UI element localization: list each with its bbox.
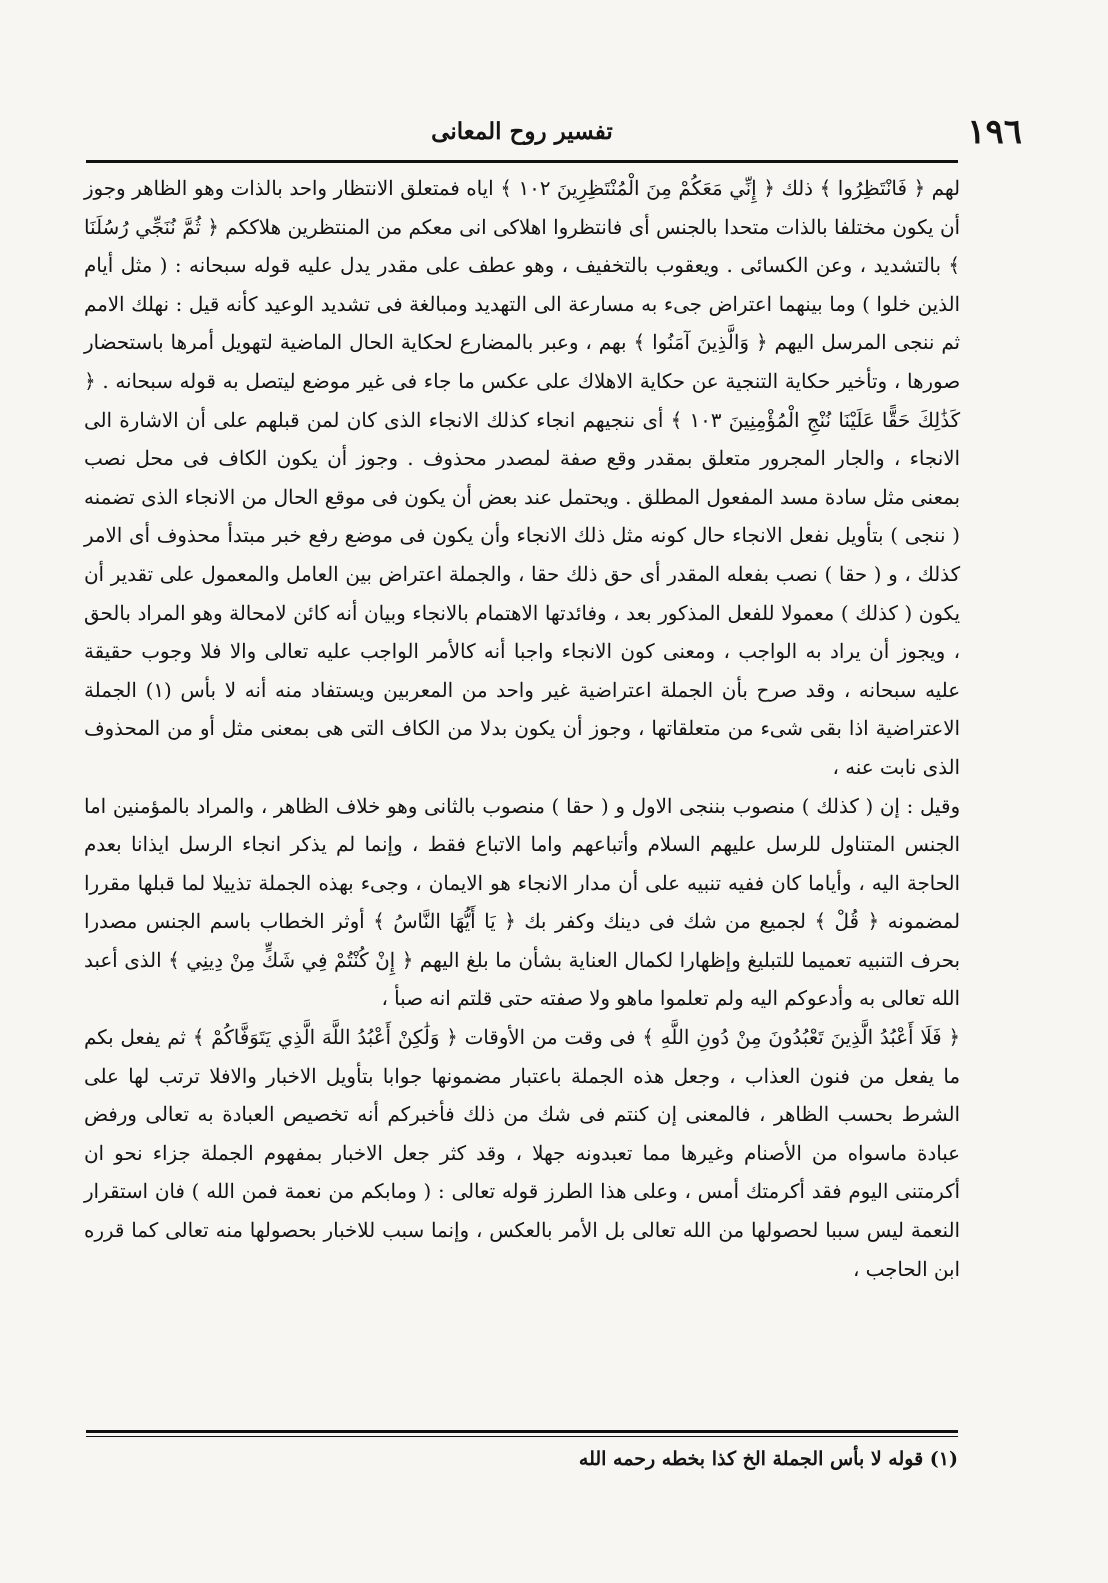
paragraph-2: وقيل : إن ( كذلك ) منصوب بننجى الاول و ( حقا ) منصوب بالثانى وهو خلاف الظاهر ، والمراد بالمؤمنين اما الجنس المتناول للرسل عليهم السلام وأتباعهم واما الاتباع فقط ، وإنما لم يذكر انجاء الرسل ايذانا بعدم الحاجة اليه ، وأياما كان ففيه تنبيه على أن مدار الانجاء هو الايمان ، وجىء بهذه الجملة تذييلا لما قبلها مقررا لمضمونه ﴿ قُلْ ﴾ لجميع من شك فى دينك وكفر بك ﴿ يَا أَيُّهَا النَّاسُ ﴾ أوثر الخطاب باسم الجنس مصدرا بحرف التنبيه تعميما للتبليغ وإظهارا لكمال العناية بشأن ما بلغ اليهم ﴿ إِنْ كُنْتُمْ فِي شَكٍّ مِنْ دِينِي ﴾ الذى أعبد الله تعالى به وأدعوكم اليه ولم تعلموا ماهو ولا صفته حتى قلتم انه صبأ ،: [84, 794, 960, 1011]
main-text: [84, 170, 960, 1289]
paragraph-3: ﴿ فَلَا أَعْبُدُ الَّذِينَ تَعْبُدُونَ مِنْ دُونِ اللَّهِ ﴾ فى وقت من الأوقات ﴿ وَلَٰكِنْ أَعْبُدُ اللَّهَ الَّذِي يَتَوَفَّاكُمْ ﴾ ثم يفعل بكم ما يفعل من فنون العذاب ، وجعل هذه الجملة باعتبار مضمونها جوابا بتأويل الاخبار والافلا ترتب لها على الشرط بحسب الظاهر ، فالمعنى إن كنتم فى شك من ذلك فأخبركم أنه تخصيص العبادة به تعالى ورفض عبادة ماسواه من الأصنام وغيرها مما تعبدونه جهلا ، وقد كثر جعل الاخبار بمفهوم الجملة جزاء نحو ان أكرمتنى اليوم فقد أكرمتك أمس ، وعلى هذا الطرز قوله تعالى : ( ومابكم من نعمة فمن الله ) فان استقرار النعمة ليس سببا لحصولها من الله تعالى بل الأمر بالعكس ، وإنما سبب للاخبار بحصولها منه تعالى كما قرره ابن الحاجب ،: [84, 1026, 960, 1281]
page-header: [86, 110, 1022, 158]
footnote-rule: [86, 1430, 958, 1433]
header-rule: [86, 160, 958, 163]
paragraph-1: لهم ﴿ فَانْتَظِرُوا ﴾ ذلك ﴿ إِنِّي مَعَكُمْ مِنَ الْمُنْتَظِرِينَ ١٠٢ ﴾ اياه فمتعلق الانتظار واحد بالذات وهو الظاهر وجوز أن يكون مختلفا بالذات متحدا بالجنس أى فانتظروا اهلاكى انى معكم من المنتظرين هلاككم ﴿ ثُمَّ نُنَجِّي رُسُلَنَا ﴾ بالتشديد ، وعن الكسائى . ويعقوب بالتخفيف ، وهو عطف على مقدر يدل عليه قوله سبحانه : ( مثل أيام الذين خلوا ) وما بينهما اعتراض جىء به مسارعة الى التهديد ومبالغة فى تشديد الوعيد كأنه قيل : نهلك الامم ثم ننجى المرسل اليهم ﴿ وَالَّذِينَ آمَنُوا ﴾ بهم ، وعبر بالمضارع لحكاية الحال الماضية لتهويل أمرها باستحضار صورها ، وتأخير حكاية التنجية عن حكاية الاهلاك على عكس ما جاء فى غير موضع ليتصل به قوله سبحانه . ﴿ كَذَٰلِكَ حَقًّا عَلَيْنَا نُنْجِ الْمُؤْمِنِينَ ١٠٣ ﴾ أى ننجيهم انجاء كذلك الانجاء الذى كان لمن قبلهم على أن الاشارة الى الانجاء ، والجار المجرور متعلق بمقدر وقع صفة لمصدر محذوف . وجوز أن يكون الكاف فى محل نصب بمعنى مثل سادة مسد المفعول المطلق . ويحتمل عند بعض أن يكون فى موقع الحال من الانجاء الذى تضمنه ( ننجى ) بتأويل نفعل الانجاء حال كونه مثل ذلك الانجاء وأن يكون فى موضع رفع خبر مبتدأ محذوف أى الامر كذلك ، و ( حقا ) نصب بفعله المقدر أى حق ذلك حقا ، والجملة اعتراض بين العامل والمعمول على تقدير أن يكون ( كذلك ) معمولا للفعل المذكور بعد ، وفائدتها الاهتمام بالانجاء وبيان أنه كائن لامحالة وهو المراد بالحق ، ويجوز أن يراد به الواجب ، ومعنى كون الانجاء واجبا أنه كالأمر الواجب عليه تعالى والا فلا وجوب حقيقة عليه سبحانه ، وقد صرح بأن الجملة اعتراضية غير واحد من المعربين ويستفاد منه أنه لا بأس (١) الجملة الاعتراضية اذا بقى شىء من متعلقاتها ، وجوز أن يكون بدلا من الكاف التى هى بمعنى مثل أو من المحذوف الذى نابت عنه ،: [84, 177, 961, 779]
footnote-rule-thin: [86, 1436, 958, 1437]
footnote: (١) قوله لا بأس الجملة الخ كذا بخطه رحمه الله: [578, 1448, 958, 1470]
running-title: تفسير روح المعانى: [431, 118, 613, 145]
page-number: ١٩٦: [967, 112, 1022, 152]
